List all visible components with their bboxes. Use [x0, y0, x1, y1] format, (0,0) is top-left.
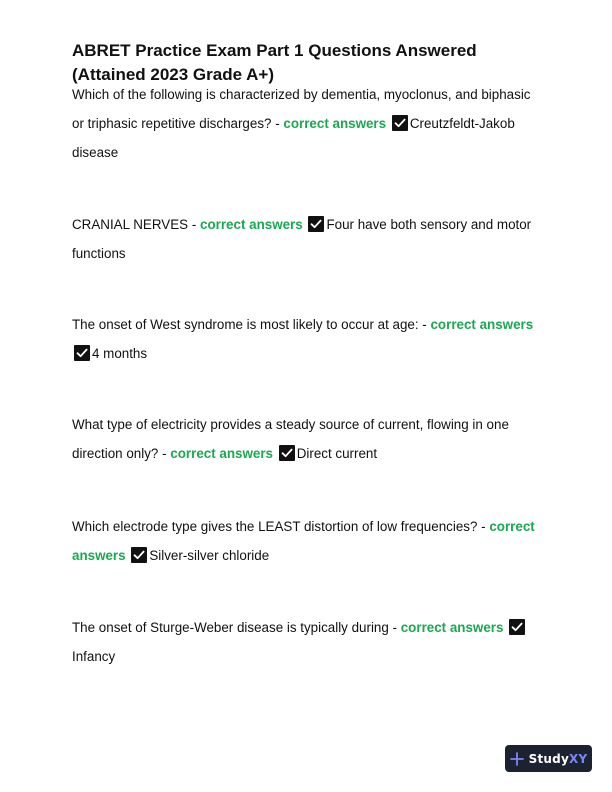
- correct-answers-label: correct answers: [400, 620, 504, 635]
- qa-item: [72, 210, 542, 268]
- checkmark-icon: [392, 115, 408, 131]
- checkmark-icon: [279, 445, 295, 461]
- title-line-1: ABRET Practice Exam Part 1 Questions Answered: [72, 41, 477, 60]
- studyxy-logo[interactable]: [505, 745, 592, 772]
- logo-text: [529, 752, 588, 766]
- logo-accent: XY: [569, 751, 588, 766]
- question-text: Which of the following is characterized by dementia, myoclonus, and biphasic or triphasic repetitive discharges?: [72, 87, 531, 131]
- separator: -: [158, 446, 171, 461]
- question-text: The onset of Sturge-Weber disease is typically during: [72, 620, 389, 635]
- checkmark-icon: [509, 619, 525, 635]
- qa-item: [72, 80, 542, 167]
- correct-answers-label: correct answers: [170, 446, 273, 461]
- qa-item: [72, 613, 542, 671]
- checkmark-icon: [308, 216, 324, 232]
- question-text: What type of electricity provides a steady source of current, flowing in one direction only?: [72, 417, 509, 461]
- checkmark-icon: [131, 547, 147, 563]
- correct-answers-label: correct answers: [200, 217, 303, 232]
- separator: -: [418, 317, 431, 332]
- qa-item: [72, 410, 542, 468]
- correct-answers-label: correct answers: [430, 317, 534, 332]
- checkmark-icon: [74, 345, 90, 361]
- plus-icon: [510, 752, 524, 766]
- answer-text: Infancy: [72, 649, 116, 664]
- question-text: The onset of West syndrome is most likely to occur at age:: [72, 317, 419, 332]
- separator: -: [388, 620, 401, 635]
- qa-item: [72, 310, 542, 368]
- correct-answers-label: correct answers: [283, 116, 387, 131]
- separator: -: [271, 116, 284, 131]
- correct-answers-label: correct answers: [72, 519, 535, 563]
- logo-main: Study: [528, 751, 569, 766]
- separator: -: [477, 519, 490, 534]
- question-text: Which electrode type gives the LEAST distortion of low frequencies?: [72, 519, 478, 534]
- answer-text: Silver-silver chloride: [149, 548, 270, 563]
- answer-text: Creutzfeldt-Jakob disease: [72, 116, 515, 160]
- question-text: CRANIAL NERVES: [72, 217, 189, 232]
- answer-text: Four have both sensory and motor functions: [72, 217, 532, 261]
- answer-text: 4 months: [92, 346, 148, 361]
- qa-item: [72, 512, 542, 570]
- answer-text: Direct current: [296, 446, 378, 461]
- title-line-2: (Attained 2023 Grade A+): [72, 65, 275, 84]
- separator: -: [188, 217, 200, 232]
